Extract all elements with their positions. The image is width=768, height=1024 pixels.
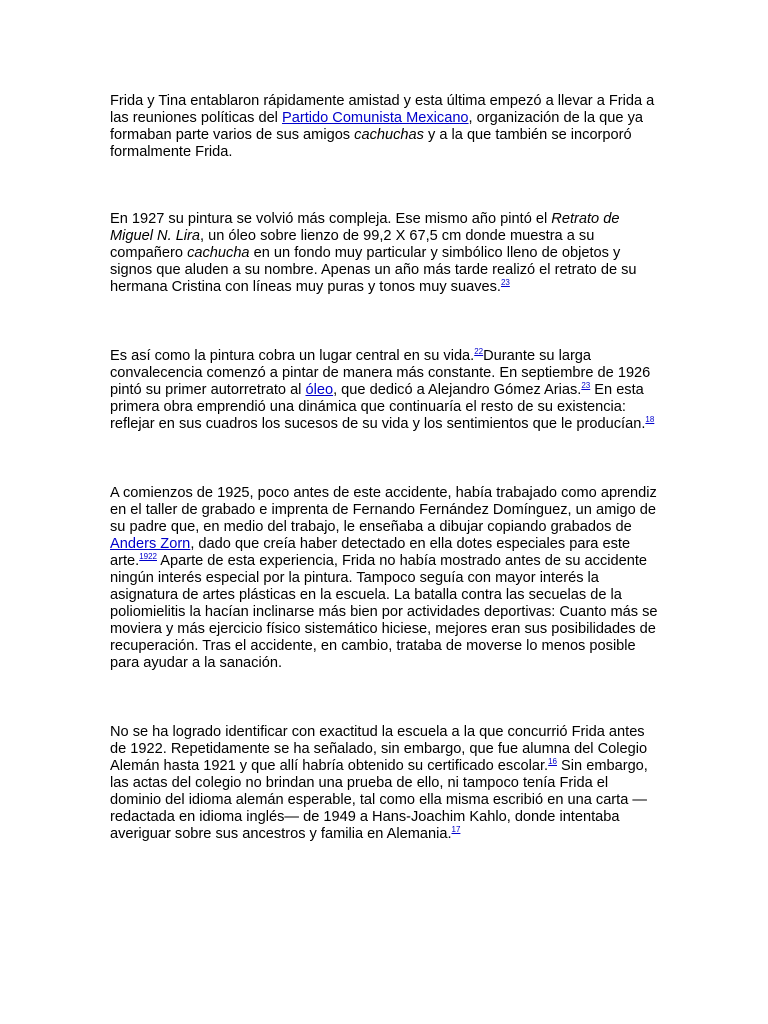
- italic-text: cachuchas: [354, 127, 424, 143]
- footnote-link[interactable]: 23: [500, 278, 510, 287]
- footnote-ref: [581, 381, 590, 390]
- inline-link[interactable]: óleo: [305, 382, 334, 398]
- italic-text: cachucha: [187, 245, 250, 261]
- footnote-ref: [139, 552, 157, 561]
- footnote-link[interactable]: 18: [645, 415, 655, 424]
- body-text: En 1927 su pintura se volvió más compleja. Ese mismo año pintó el: [110, 211, 552, 227]
- document-page: [110, 93, 658, 895]
- inline-link[interactable]: Partido Comunista Mexicano: [281, 110, 469, 126]
- footnote-link[interactable]: 16: [548, 757, 557, 766]
- body-text: Sin embargo, las actas del colegio no brindan una prueba de ello, ni tampoco tenía Frida el dominio del idioma alemán esperable, tal como ella misma escribió en una carta —redactada en idioma inglés— de 1949 a Hans-Joachim Kahlo, donde intentaba averiguar sobre sus ancestros y familia en Alemania.: [110, 758, 648, 842]
- body-text: No se ha logrado identificar con exactitud la escuela a la que concurrió Frida antes de 1922. Repetidamente se ha señalado, sin embargo, que fue alumna del Colegio Alemán hasta 1921 y que allí habría obtenido su certificado escolar.: [110, 724, 648, 774]
- body-text: , que dedicó a Alejandro Gómez Arias.: [333, 382, 582, 398]
- footnote-link[interactable]: 1922: [139, 552, 157, 561]
- paragraph-1: [110, 93, 658, 161]
- footnote-link[interactable]: 23: [581, 381, 591, 390]
- body-text: en un fondo muy particular y simbólico lleno de objetos y signos que aluden a su nombre. Apenas un año más tarde realizó el retrato de su hermana Cristina con líneas muy puras y tonos muy suaves.: [110, 245, 637, 295]
- body-text: , dado que creía haber detectado en ella dotes especiales para este arte.: [110, 536, 631, 569]
- body-text: A comienzos de 1925, poco antes de este accidente, había trabajado como aprendiz en el taller de grabado e imprenta de Fernando Fernández Domínguez, un amigo de su padre que, en medio del trabajo, le enseñaba a dibujar copiando grabados de: [110, 485, 657, 535]
- body-text: y a la que también se incorporó formalmente Frida.: [110, 127, 632, 160]
- body-text: , un óleo sobre lienzo de 99,2 X 67,5 cm donde muestra a su compañero: [110, 228, 595, 261]
- footnote-ref: [645, 415, 654, 424]
- footnote-ref: [501, 278, 510, 287]
- paragraph-2: [110, 211, 658, 296]
- body-text: , organización de la que ya formaban parte varios de sus amigos: [110, 110, 643, 143]
- paragraph-4: [110, 485, 658, 672]
- inline-link[interactable]: Anders Zorn: [110, 536, 191, 552]
- footnote-link[interactable]: 22: [474, 347, 484, 356]
- footnote-ref: [548, 757, 557, 766]
- footnote-ref: [452, 825, 461, 834]
- body-text: Frida y Tina entablaron rápidamente amistad y esta última empezó a llevar a Frida a las reuniones políticas del: [110, 93, 655, 126]
- body-text: Es así como la pintura cobra un lugar central en su vida.: [110, 348, 475, 364]
- body-text: Aparte de esta experiencia, Frida no había mostrado antes de su accidente ningún interés especial por la pintura. Tampoco seguía con mayor interés la asignatura de artes plásticas en la escuela. La batalla contra las secuelas de la poliomielitis la hacían inclinarse más bien por actividades deportivas: Cuanto más se moviera y más ejercicio físico sistemático hiciese, mejores eran sus posibilidades de recuperación. Tras el accidente, en cambio, trataba de moverse lo menos posible para ayudar a la sanación.: [110, 553, 658, 671]
- body-text: Durante su larga convalecencia comenzó a pintar de manera más constante. En septiembre de 1926 pintó su primer autorretrato al: [110, 348, 651, 398]
- paragraph-5: [110, 724, 658, 843]
- italic-text: Retrato de Miguel N. Lira: [110, 211, 620, 244]
- body-text: En esta primera obra emprendió una dinámica que continuaría el resto de su existencia: reflejar en sus cuadros los sucesos de su vida y los sentimientos que le producían.: [110, 382, 646, 432]
- footnote-link[interactable]: 17: [451, 825, 461, 834]
- paragraph-3: [110, 348, 658, 433]
- footnote-ref: [474, 347, 483, 356]
